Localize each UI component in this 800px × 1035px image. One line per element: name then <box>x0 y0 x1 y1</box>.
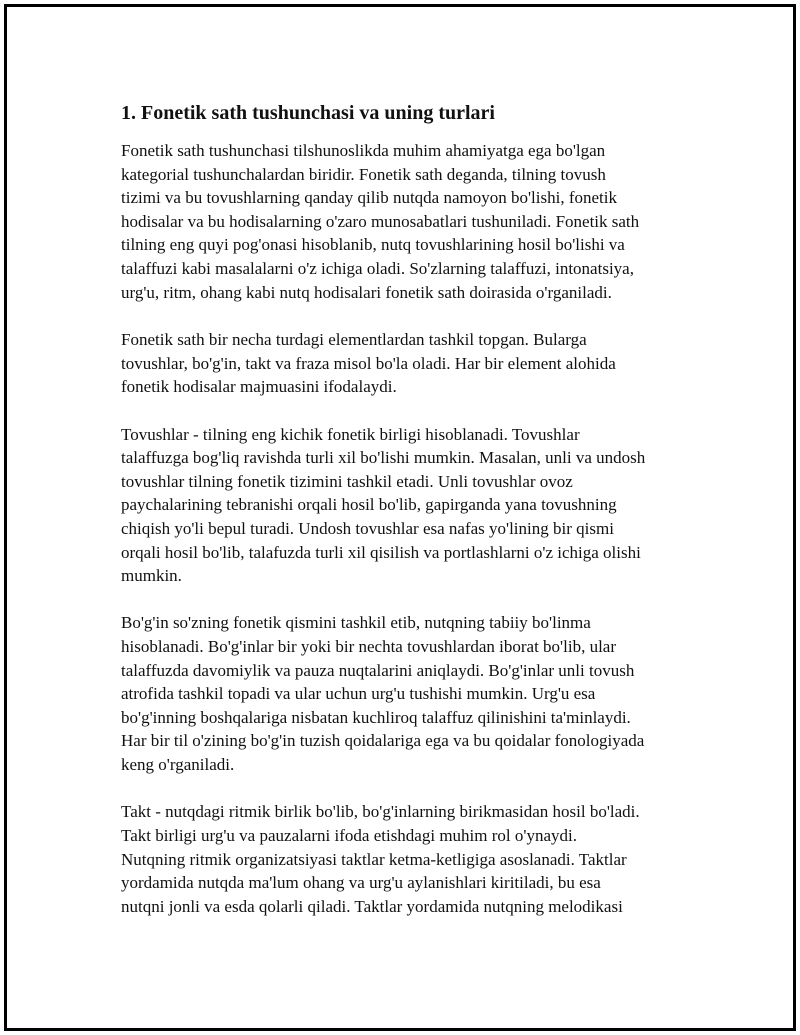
paragraph-line: Har bir til o'zining bo'g'in tuzish qoidalariga ega va bu qoidalar fonologiyada <box>121 731 645 751</box>
paragraph <box>121 328 701 399</box>
paragraph-line: bo'g'inning boshqalariga nisbatan kuchliroq talaffuz qilinishini ta'minlaydi. <box>121 707 631 727</box>
paragraph-line: Fonetik sath tushunchasi tilshunoslikda muhim ahamiyatga ega bo'lgan <box>121 141 606 160</box>
paragraph-line: nutqni jonli va esda qolarli qiladi. Taktlar yordamida nutqning melodikasi <box>121 896 623 916</box>
paragraph-line: mumkin. <box>121 566 182 586</box>
paragraph-line: paychalarining tebranishi orqali hosil bo'lib, gapirganda yana tovushning <box>121 495 617 515</box>
paragraph-line: Nutqning ritmik organizatsiyasi taktlar ketma-ketligiga asoslanadi. Taktlar <box>121 849 627 869</box>
paragraph-line: orqali hosil bo'lib, talafuzda turli xil qisilish va portlashlarni o'z ichiga olishi <box>121 542 641 562</box>
paragraph-line: yordamida nutqda ma'lum ohang va urg'u aylanishlari kiritiladi, bu esa <box>121 873 601 893</box>
paragraph-line: hisoblanadi. Bo'g'inlar bir yoki bir nechta tovushlardan iborat bo'lib, ular <box>121 637 617 657</box>
paragraph-line: talaffuzga bog'liq ravishda turli xil bo'lishi mumkin. Masalan, unli va undosh <box>121 448 646 468</box>
paragraph-line: hodisalar va bu hodisalarning o'zaro munosabatlari tushuniladi. Fonetik sath <box>121 211 640 231</box>
paragraph <box>121 423 701 588</box>
paragraph-line: Takt birligi urg'u va pauzalarni ifoda etishdagi muhim rol o'ynaydi. <box>121 826 577 846</box>
paragraph <box>121 800 701 918</box>
paragraph-line: Bo'g'in so'zning fonetik qismini tashkil etib, nutqning tabiiy bo'linma <box>121 613 591 633</box>
paragraph-line: tovushlar, bo'g'in, takt va fraza misol bo'la oladi. Har bir element alohida <box>121 353 616 373</box>
paragraph-line: kategorial tushunchalardan biridir. Fonetik sath deganda, tilning tovush <box>121 164 606 184</box>
paragraph-line: talaffuzi kabi masalalarni o'z ichiga oladi. So'zlarning talaffuzi, intonatsiya, <box>121 258 634 278</box>
page-frame <box>4 4 796 1031</box>
section-heading: 1. Fonetik sath tushunchasi va uning turlari <box>121 102 495 124</box>
paragraph-line: keng o'rganiladi. <box>121 755 235 775</box>
paragraph <box>121 611 701 776</box>
paragraph-line: tovushlar tilning fonetik tizimini tashkil etadi. Unli tovushlar ovoz <box>121 471 573 491</box>
paragraph-line: Takt - nutqdagi ritmik birlik bo'lib, bo'g'inlarning birikmasidan hosil bo'ladi. <box>121 802 640 822</box>
paragraph-line: Fonetik sath bir necha turdagi elementlardan tashkil topgan. Bularga <box>121 329 587 349</box>
paragraph-line: chiqish yo'li bepul turadi. Undosh tovushlar esa nafas yo'lining bir qismi <box>121 518 614 538</box>
paragraph-line: talaffuzda davomiylik va pauza nuqtalarini aniqlaydi. Bo'g'inlar unli tovush <box>121 660 635 680</box>
paragraph-line: atrofida tashkil topadi va ular uchun urg'u tushishi mumkin. Urg'u esa <box>121 684 596 704</box>
document-content <box>121 100 701 942</box>
paragraph-line: Tovushlar - tilning eng kichik fonetik birligi hisoblanadi. Tovushlar <box>121 424 580 444</box>
paragraph-line: fonetik hodisalar majmuasini ifodalaydi. <box>121 377 397 397</box>
paragraph-line: tilning eng quyi pog'onasi hisoblanib, nutq tovushlarining hosil bo'lishi va <box>121 235 625 255</box>
paragraph-line: urg'u, ritm, ohang kabi nutq hodisalari fonetik sath doirasida o'rganiladi. <box>121 282 612 302</box>
paragraph-line: tizimi va bu tovushlarning qanday qilib nutqda namoyon bo'lishi, fonetik <box>121 188 617 208</box>
paragraph <box>121 139 701 304</box>
